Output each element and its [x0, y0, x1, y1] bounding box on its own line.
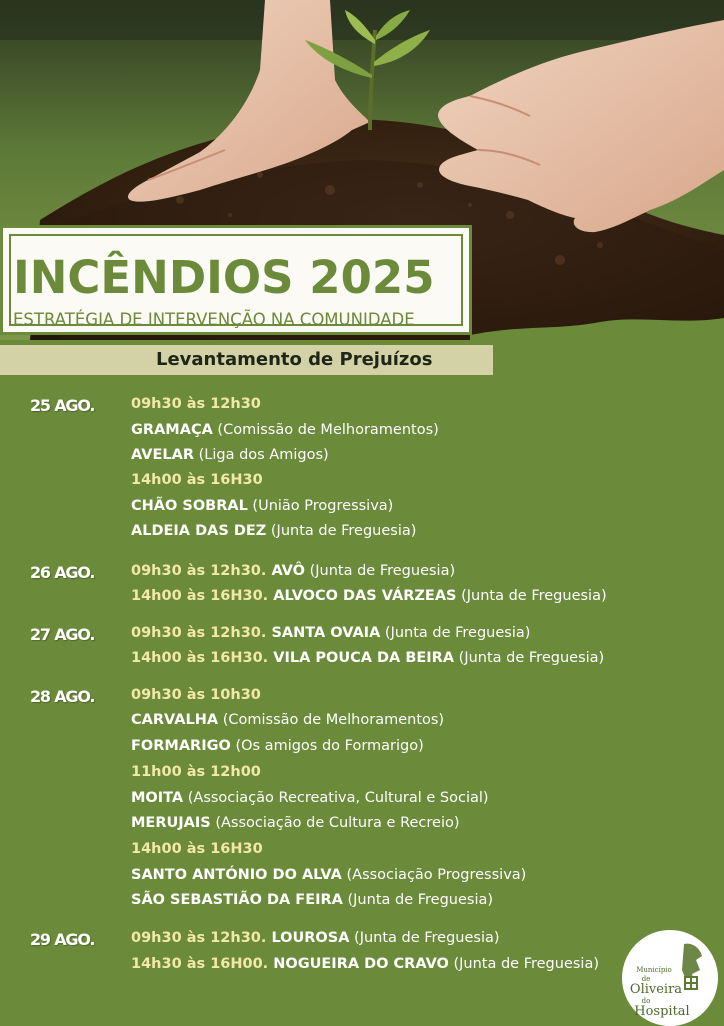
time-text: 14h00 às 16H30 — [131, 841, 263, 857]
org-text: (Junta de Freguesia) — [454, 650, 605, 666]
org-text: (Junta de Freguesia) — [304, 563, 456, 579]
section-title: Levantamento de Prejuízos — [156, 349, 433, 370]
place-text: SANTA OVAIA — [266, 625, 381, 641]
date-label: 25 AGO. — [30, 396, 95, 415]
place-text: NOGUEIRA DO CRAVO — [268, 956, 449, 972]
time-text: 14h30 às 16H00. — [131, 956, 269, 972]
schedule-line — [131, 561, 455, 581]
place-text: AVELAR — [131, 447, 194, 463]
org-text: (Liga dos Amigos) — [194, 447, 329, 463]
place-text: VILA POUCA DA BEIRA — [268, 650, 455, 666]
time-text: 09h30 às 12h30. — [131, 930, 267, 946]
schedule-line — [131, 928, 500, 948]
place-text: SÃO SEBASTIÃO DA FEIRA — [131, 892, 343, 908]
org-text: (Associação de Cultura e Recreio) — [210, 815, 460, 831]
place-text: MOITA — [131, 790, 184, 806]
time-text: 14h00 às 16H30. — [131, 588, 269, 604]
time-text: 14h00 às 16H30. — [131, 650, 269, 666]
schedule-line — [131, 813, 460, 833]
date-label: 29 AGO. — [30, 930, 95, 949]
schedule-line — [131, 623, 530, 643]
place-text: CARVALHA — [131, 712, 219, 728]
schedule-line — [131, 394, 261, 414]
schedule-line — [131, 788, 489, 808]
time-text: 09h30 às 12h30. — [131, 563, 267, 579]
place-text: GRAMAÇA — [131, 422, 213, 438]
schedule-line — [131, 685, 261, 705]
place-text: ALVOCO DAS VÁRZEAS — [268, 588, 457, 604]
org-text: (Associação Progressiva) — [341, 867, 527, 883]
date-label: 27 AGO. — [30, 625, 95, 644]
org-text: (Junta de Freguesia) — [342, 892, 494, 908]
org-text: (Comissão de Melhoramentos) — [218, 712, 445, 728]
schedule-line — [131, 521, 416, 541]
schedule-line — [131, 470, 263, 490]
org-text: (Junta de Freguesia) — [349, 930, 500, 946]
place-text: FORMARIGO — [131, 738, 231, 754]
section-bar — [0, 345, 493, 375]
place-text: AVÔ — [266, 563, 305, 579]
main-title: INCÊNDIOS 2025 — [13, 251, 435, 304]
time-text: 14h00 às 16H30 — [131, 472, 263, 488]
place-text: MERUJAIS — [131, 815, 211, 831]
logo-line-4: do — [641, 997, 651, 1005]
schedule-line — [131, 954, 599, 974]
schedule-line — [131, 496, 393, 516]
schedule-line — [131, 890, 493, 910]
place-text: LOUROSA — [266, 930, 350, 946]
org-text: (Junta de Freguesia) — [380, 625, 531, 641]
logo-line-5: Hospital — [634, 1004, 690, 1019]
subtitle: ESTRATÉGIA DE INTERVENÇÃO NA COMUNIDADE — [13, 310, 415, 329]
schedule-line — [131, 420, 439, 440]
schedule-line — [131, 445, 329, 465]
logo-line-3: Oliveira — [629, 982, 683, 997]
schedule-line — [131, 736, 424, 756]
logo-line-2: de — [641, 975, 651, 983]
org-text: (Junta de Freguesia) — [456, 588, 607, 604]
schedule-line — [131, 839, 263, 859]
org-text: (Junta de Freguesia) — [266, 523, 417, 539]
date-label: 28 AGO. — [30, 687, 95, 706]
time-text: 11h00 às 12h00 — [131, 764, 261, 780]
schedule-line — [131, 865, 526, 885]
date-label: 26 AGO. — [30, 563, 95, 582]
logo-line-1: Município — [636, 966, 672, 974]
place-text: ALDEIA DAS DEZ — [131, 523, 267, 539]
org-text: (União Progressiva) — [247, 498, 394, 514]
org-text: (Comissão de Melhoramentos) — [212, 422, 439, 438]
place-text: CHÃO SOBRAL — [131, 498, 248, 514]
title-box — [0, 225, 472, 335]
time-text: 09h30 às 10h30 — [131, 687, 261, 703]
municipality-logo — [622, 930, 718, 1026]
schedule-line — [131, 762, 261, 782]
time-text: 09h30 às 12h30. — [131, 625, 267, 641]
place-text: SANTO ANTÓNIO DO ALVA — [131, 867, 342, 883]
schedule-line — [131, 586, 607, 606]
schedule-line — [131, 648, 604, 668]
time-text: 09h30 às 12h30 — [131, 396, 261, 412]
org-text: (Junta de Freguesia) — [448, 956, 600, 972]
org-text: (Os amigos do Formarigo) — [230, 738, 424, 754]
schedule-line — [131, 710, 444, 730]
org-text: (Associação Recreativa, Cultural e Social) — [183, 790, 489, 806]
